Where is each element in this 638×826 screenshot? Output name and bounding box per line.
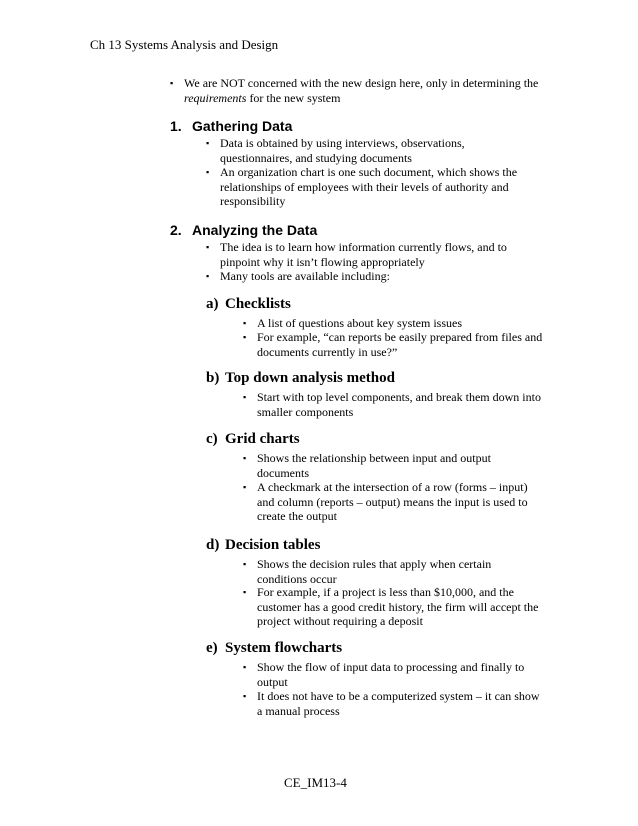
section-heading-1	[170, 118, 292, 134]
section-title: Gathering Data	[192, 118, 293, 134]
bullet-icon: ▪	[170, 78, 174, 88]
list-item	[243, 480, 543, 524]
list-item	[243, 689, 543, 718]
list-item-text: Shows the decision rules that apply when certain conditions occur	[257, 557, 492, 586]
list-item	[206, 269, 536, 284]
bullet-icon: ▪	[206, 271, 210, 281]
list-item-text: For example, if a project is less than $10,000, and the customer has a good credit history, the firm will accept the project without requiring a deposit	[257, 585, 539, 628]
list-item	[243, 660, 543, 689]
list-item-text: For example, “can reports be easily prepared from files and documents currently in use?”	[257, 330, 543, 359]
list-item-text: Many tools are available including:	[220, 269, 390, 283]
intro-bullet-text: We are NOT concerned with the new design here, only in determining the requirements for the new system	[184, 76, 539, 105]
tool-title: Grid charts	[225, 431, 300, 447]
tool-title: Checklists	[225, 296, 291, 312]
page-footer: CE_IM13-4	[284, 775, 347, 790]
tool-heading-top-down	[206, 370, 395, 387]
tool-heading-system-flowcharts	[206, 640, 342, 657]
page-header: Ch 13 Systems Analysis and Design	[90, 37, 279, 52]
list-item	[206, 165, 536, 209]
bullet-icon: ▪	[243, 559, 247, 569]
list-item-text: It does not have to be a computerized system – it can show a manual process	[257, 689, 540, 718]
tool-heading-grid-charts	[206, 431, 300, 448]
list-item	[206, 136, 536, 165]
list-item-text: The idea is to learn how information currently flows, and to pinpoint why it isn’t flowing appropriately	[220, 240, 507, 269]
bullet-icon: ▪	[243, 691, 247, 701]
bullet-icon: ▪	[243, 392, 247, 402]
list-item	[243, 390, 543, 419]
list-item	[243, 585, 543, 629]
list-item	[243, 557, 543, 586]
bullet-icon: ▪	[243, 318, 247, 328]
tool-letter: b)	[206, 370, 220, 386]
emphasis-requirements: requirements	[184, 90, 247, 105]
tool-letter: e)	[206, 640, 218, 656]
intro-bullet	[170, 76, 550, 105]
tool-heading-checklists	[206, 296, 291, 313]
bullet-icon: ▪	[243, 587, 247, 597]
tool-letter: a)	[206, 296, 219, 312]
list-item	[206, 240, 536, 269]
section-title: Analyzing the Data	[192, 222, 318, 238]
list-item	[243, 451, 543, 480]
section-number: 1.	[170, 118, 182, 134]
list-item-text: A list of questions about key system issues	[257, 316, 462, 330]
tool-title: Decision tables	[225, 537, 321, 553]
section-number: 2.	[170, 222, 182, 238]
list-item-text: An organization chart is one such document, which shows the relationships of employees with their levels of authority and responsibility	[220, 165, 518, 208]
list-item-text: Data is obtained by using interviews, observations, questionnaires, and studying documents	[220, 136, 465, 165]
list-item-text: Shows the relationship between input and output documents	[257, 451, 491, 480]
tool-title: System flowcharts	[225, 640, 343, 656]
list-item-text: A checkmark at the intersection of a row (forms – input) and column (reports – output) means the input is used to create the output	[257, 480, 528, 523]
tool-title: Top down analysis method	[225, 370, 395, 386]
list-item	[243, 330, 543, 359]
section-heading-2	[170, 222, 317, 238]
list-item-text: Show the flow of input data to processing and finally to output	[257, 660, 525, 689]
bullet-icon: ▪	[206, 242, 210, 252]
bullet-icon: ▪	[243, 453, 247, 463]
bullet-icon: ▪	[206, 167, 210, 177]
bullet-icon: ▪	[243, 662, 247, 672]
tool-letter: c)	[206, 431, 218, 447]
bullet-icon: ▪	[206, 138, 210, 148]
bullet-icon: ▪	[243, 332, 247, 342]
tool-heading-decision-tables	[206, 537, 320, 554]
list-item-text: Start with top level components, and break them down into smaller components	[257, 390, 541, 419]
tool-letter: d)	[206, 537, 220, 553]
bullet-icon: ▪	[243, 482, 247, 492]
list-item	[243, 316, 543, 331]
